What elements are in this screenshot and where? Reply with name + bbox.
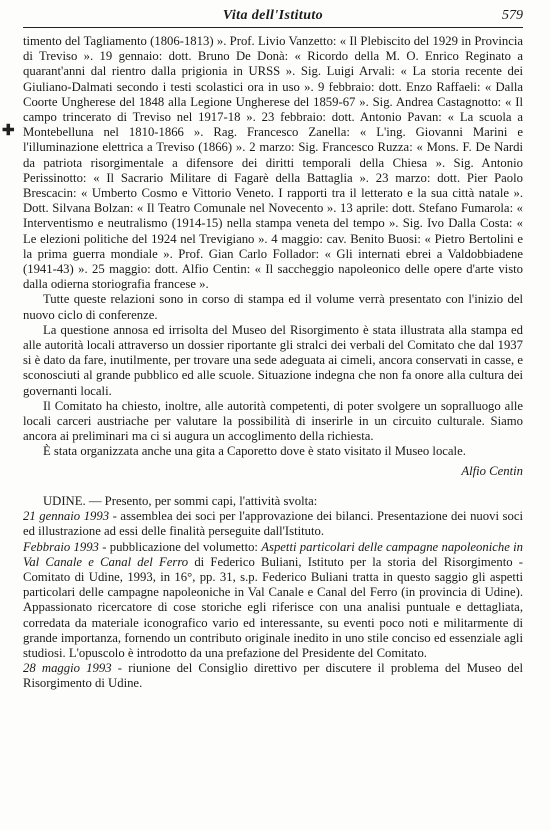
city-name: UDINE. xyxy=(43,493,86,508)
signature: Alfio Centin xyxy=(461,463,523,478)
book-title: Aspetti particolari delle campagne napoleoniche in Val Canale e Canal del Ferro xyxy=(23,539,523,569)
paragraph-conferences: timento del Tagliamento (1806-1813) ». Prof. Livio Vanzetto: « Il Plebiscito del 1929 in Provincia di Treviso ». 19 gennaio: dott. Bruno De Donà: « Ricordo della M. O. Enrico Reginato a quarant'anni dal rientro dalla prigionia in URSS ». Sig. Luigi Arvali: « La storia recente dei Giuliano-Dalmati secondo i testi scolastici ora in uso ». 9 febbraio: dott. Enzo Raffaeli: « Dalla Coorte Ungherese del 1848 alla Legione Ungherese del 1859-67 ». Sig. Andrea Castagnotto: « Il campo trincerato di Treviso nel 1917-18 ». 23 febbraio: dott. Antonio Pavan: « La scuola a Montebelluna nel 1810-1866 ». Rag. Francesco Zanella: « L'ing. Giovanni Marini e l'illuminazione elettrica a Treviso (1866) ». 2 marzo: Sig. Francesco Ruzza: « Mons. F. De Nardi da patriota risorgimentale a difensore dei diritti temporali della Chiesa ». Sig. Antonio Perissinotto: « Il Sacrario Militare di Fagarè della Battaglia ». 23 marzo: dott. Pier Paolo Brescacin: « Umberto Cosmo e Vittorio Veneto. I rapporti tra il letterato e la sua città natale ». Dott. Silvana Bolzan: « Il Teatro Comunale nel Novecento ». 13 aprile: dott. Stefano Fumarola: « Interventismo e neutralismo (1914-15) nella stampa veneta del tempo ». Sig. Ivo Dalla Costa: « Le elezioni politiche del 1924 nel Trevigiano ». 4 maggio: cav. Benito Buosi: « Pietro Bertolini e la prima guerra mondiale ». Prof. Gian Carlo Follador: « Gli internati ebrei a Valdobbiadene (1941-43) ». 25 maggio: dott. Alfio Centin: « Il saccheggio napoleonico delle opere d'arte visto dalla odierna storiografia francese ». xyxy=(23,34,523,292)
entry-february xyxy=(23,540,523,662)
article-body xyxy=(23,34,523,692)
entry-text: - assemblea dei soci per l'approvazione dei bilanci. Presentazione dei nuovi soci ed illustrazione ad essi delle finalità perseguite dall'Istituto. xyxy=(23,509,523,539)
entry-text: - riunione del Consiglio direttivo per discutere il problema del Museo del Risorgimento di Udine. xyxy=(23,661,523,691)
udine-intro-text: — Presento, per sommi capi, l'attività svolta: xyxy=(85,493,318,508)
page-number: 579 xyxy=(502,8,523,23)
entry-january xyxy=(23,509,523,539)
running-title: Vita dell'Istituto xyxy=(222,8,324,23)
paragraph-prisons: Il Comitato ha chiesto, inoltre, alle autorità competenti, di poter svolgere un sopralluogo alle locali carceri austriache per valutare la possibilità di inserirle in un circuito culturale. Siamo ancora ai preliminari ma ci si augura un accoglimento della richiesta. xyxy=(23,398,523,444)
margin-cross-icon: ✚ xyxy=(2,123,15,139)
paragraph-trip: È stata organizzata anche una gita a Caporetto dove è stato visitato il Museo locale. xyxy=(43,444,466,459)
entry-text-rest: di Federico Buliani, Istituto per la storia del Risorgimento - Comitato di Udine, 1993, in 16°, pp. 31, s.p. Federico Buliani tratta in questo saggio gli aspetti particolari delle campagne napoleoniche in Val Canale e Canal del Ferro (in provincia di Udine). Appassionato ricercatore di cose storiche egli riferisce con una analisi puntuale e dettagliata, corredata da materiale iconografico vario ed interessante, su eventi poco noti e militarmente di grande importanza, fornendo un contributo originale inedito in uno stile conciso ed essenziale agli studiosi. L'opuscolo è introdotto da una prefazione del Presidente del Comitato. xyxy=(23,554,523,660)
paragraph-publication: Tutte queste relazioni sono in corso di stampa ed il volume verrà presentato con l'inizio del nuovo ciclo di conferenze. xyxy=(23,292,523,322)
udine-intro xyxy=(23,494,523,509)
entry-date: 28 maggio 1993 xyxy=(23,661,112,676)
entry-date: 21 gennaio 1993 xyxy=(23,509,110,524)
entry-date: Febbraio 1993 xyxy=(23,539,99,554)
running-header xyxy=(23,0,523,28)
entry-text: - pubblicazione del volumetto: xyxy=(98,539,262,554)
section-gap xyxy=(23,479,523,494)
paragraph-museum: La questione annosa ed irrisolta del Museo del Risorgimento è stata illustrata alla stampa ed alle autorità locali attraverso un dossier riportante gli stralci dei verbali del Comitato che dal 1937 si è dato da fare, inutilmente, per trovare una sede adeguata ai cimeli, ancora conservati in casse, e sconosciuti al grande pubblico ed alle scuole. Situazione indegna che non fa onore alla cultura dei governanti locali. xyxy=(23,322,523,398)
entry-may xyxy=(23,661,523,691)
